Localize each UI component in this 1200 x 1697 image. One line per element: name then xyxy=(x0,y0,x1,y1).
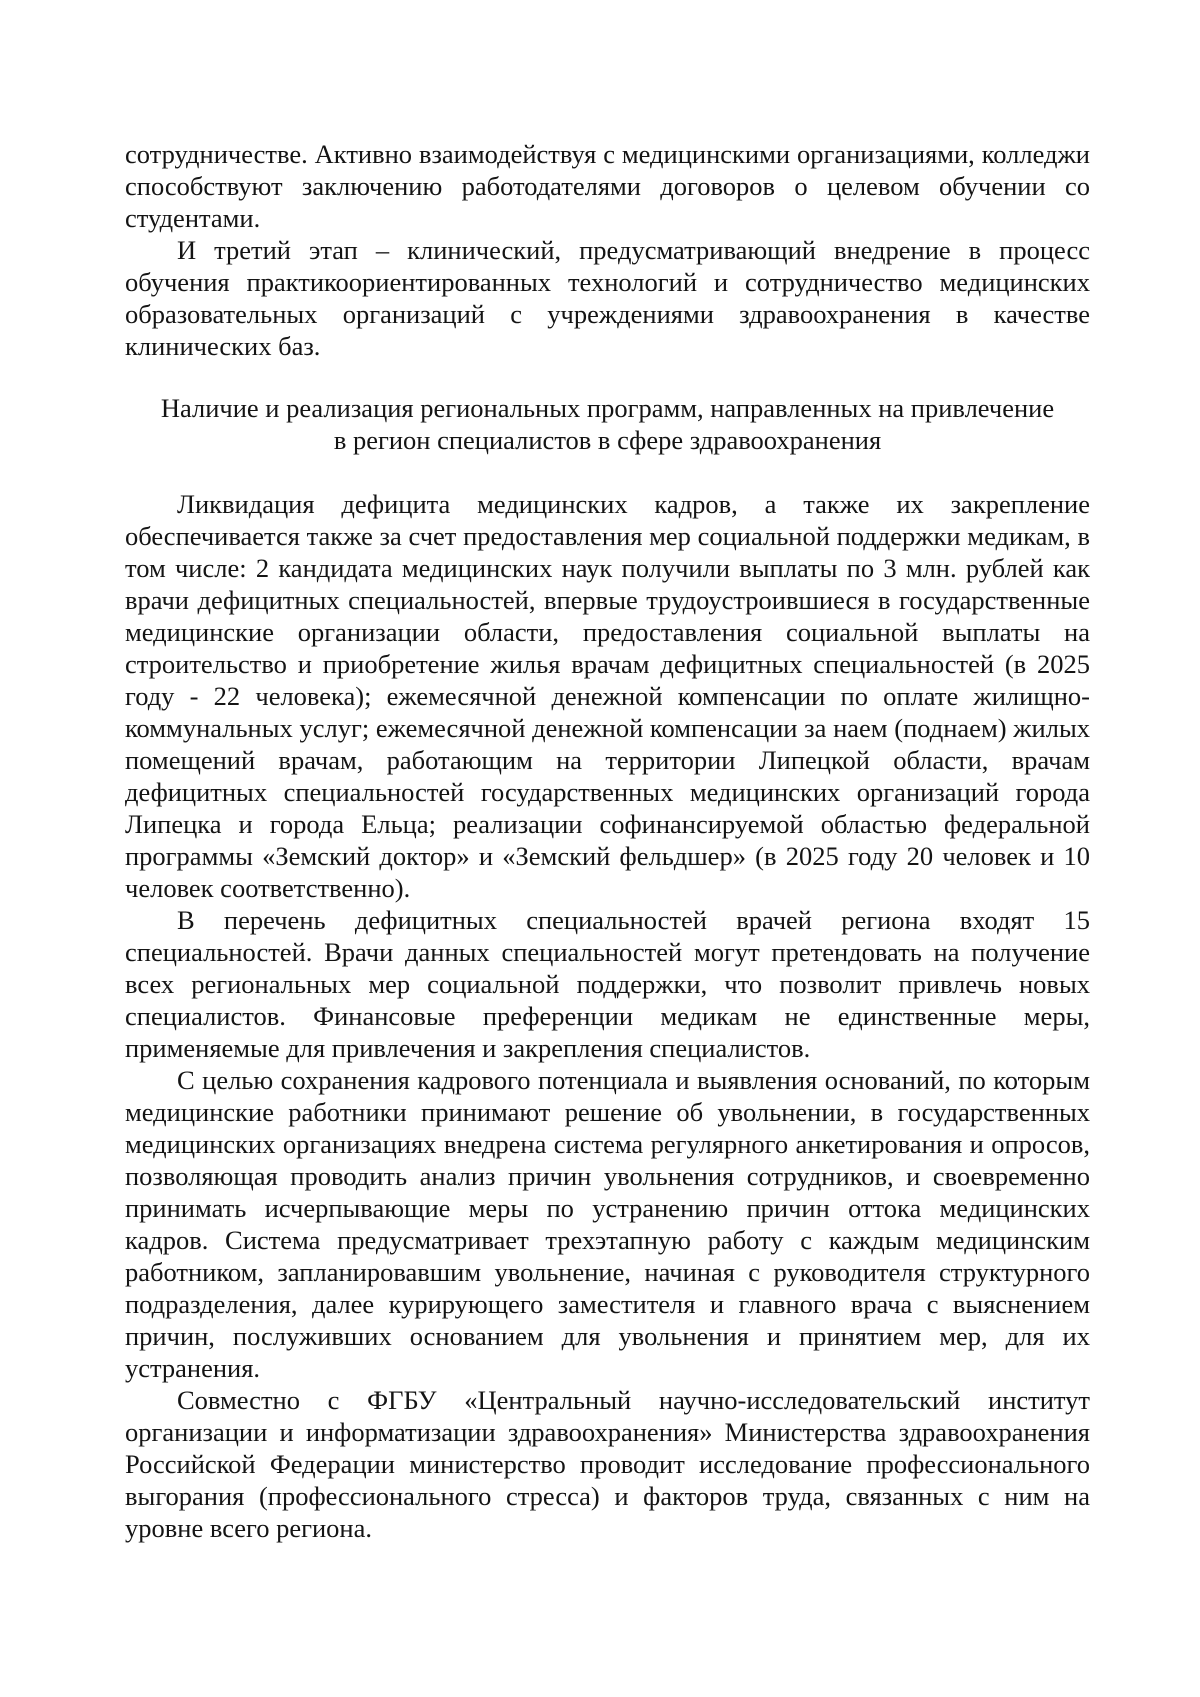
section-heading-line-1: Наличие и реализация региональных программ, направленных на привлечение xyxy=(160,393,1055,423)
paragraph-deficit-elimination: Ликвидация дефицита медицинских кадров, а также их закрепление обеспечивается также за счет предоставления мер социальной поддержки медикам, в том числе: 2 кандидата медицинских наук получили выплаты по 3 млн. рублей как врачи дефицитных специальностей, впервые трудоустроившиеся в государственные медицинские организации области, предоставления социальной выплаты на строительство и приобретение жилья врачам дефицитных специальностей (в 2025 году - 22 человека); ежемесячной денежной компенсации по оплате жилищно-коммунальных услуг; ежемесячной денежной компенсации за наем (поднаем) жилых помещений врачам, работающим на территории Липецкой области, врачам дефицитных специальностей государственных медицинских организаций города Липецка и города Ельца; реализации софинансируемой областью федеральной программы «Земский доктор» и «Земский фельдшер» (в 2025 году 20 человек и 10 человек соответственно). xyxy=(125,489,1090,903)
section-heading-line-2: в регион специалистов в сфере здравоохранения xyxy=(333,425,882,455)
paragraph-retention-survey: С целью сохранения кадрового потенциала и выявления оснований, по которым медицинские работники принимают решение об увольнении, в государственных медицинских организациях внедрена система регулярного анкетирования и опросов, позволяющая проводить анализ причин увольнения сотрудников, и своевременно принимать исчерпывающие меры по устранению причин оттока медицинских кадров. Система предусматривает трехэтапную работу с каждым медицинским работником, запланировавшим увольнение, начиная с руководителя структурного подразделения, далее курирующего заместителя и главного врача с выяснением причин, послуживших основанием для увольнения и принятием мер, для их устранения. xyxy=(125,1065,1090,1383)
paragraph-deficit-specialties: В перечень дефицитных специальностей врачей региона входят 15 специальностей. Врачи данных специальностей могут претендовать на получение всех региональных мер социальной поддержки, что позволит привлечь новых специалистов. Финансовые преференции медикам не единственные меры, применяемые для привлечения и закрепления специалистов. xyxy=(125,905,1090,1063)
paragraph-third-stage: И третий этап – клинический, предусматривающий внедрение в процесс обучения практикоориентированных технологий и сотрудничество медицинских образовательных организаций с учреждениями здравоохранения в качестве клинических баз. xyxy=(125,235,1090,361)
section-heading xyxy=(125,392,1090,456)
paragraph-cooperation-continued: сотрудничестве. Активно взаимодействуя с медицинскими организациями, колледжи способствуют заключению работодателями договоров о целевом обучении со студентами. xyxy=(125,139,1090,233)
paragraph-burnout-research: Совместно с ФГБУ «Центральный научно-исследовательский институт организации и информатизации здравоохранения» Министерства здравоохранения Российской Федерации министерство проводит исследование профессионального выгорания (профессионального стресса) и факторов труда, связанных с ним на уровне всего региона. xyxy=(125,1385,1090,1543)
